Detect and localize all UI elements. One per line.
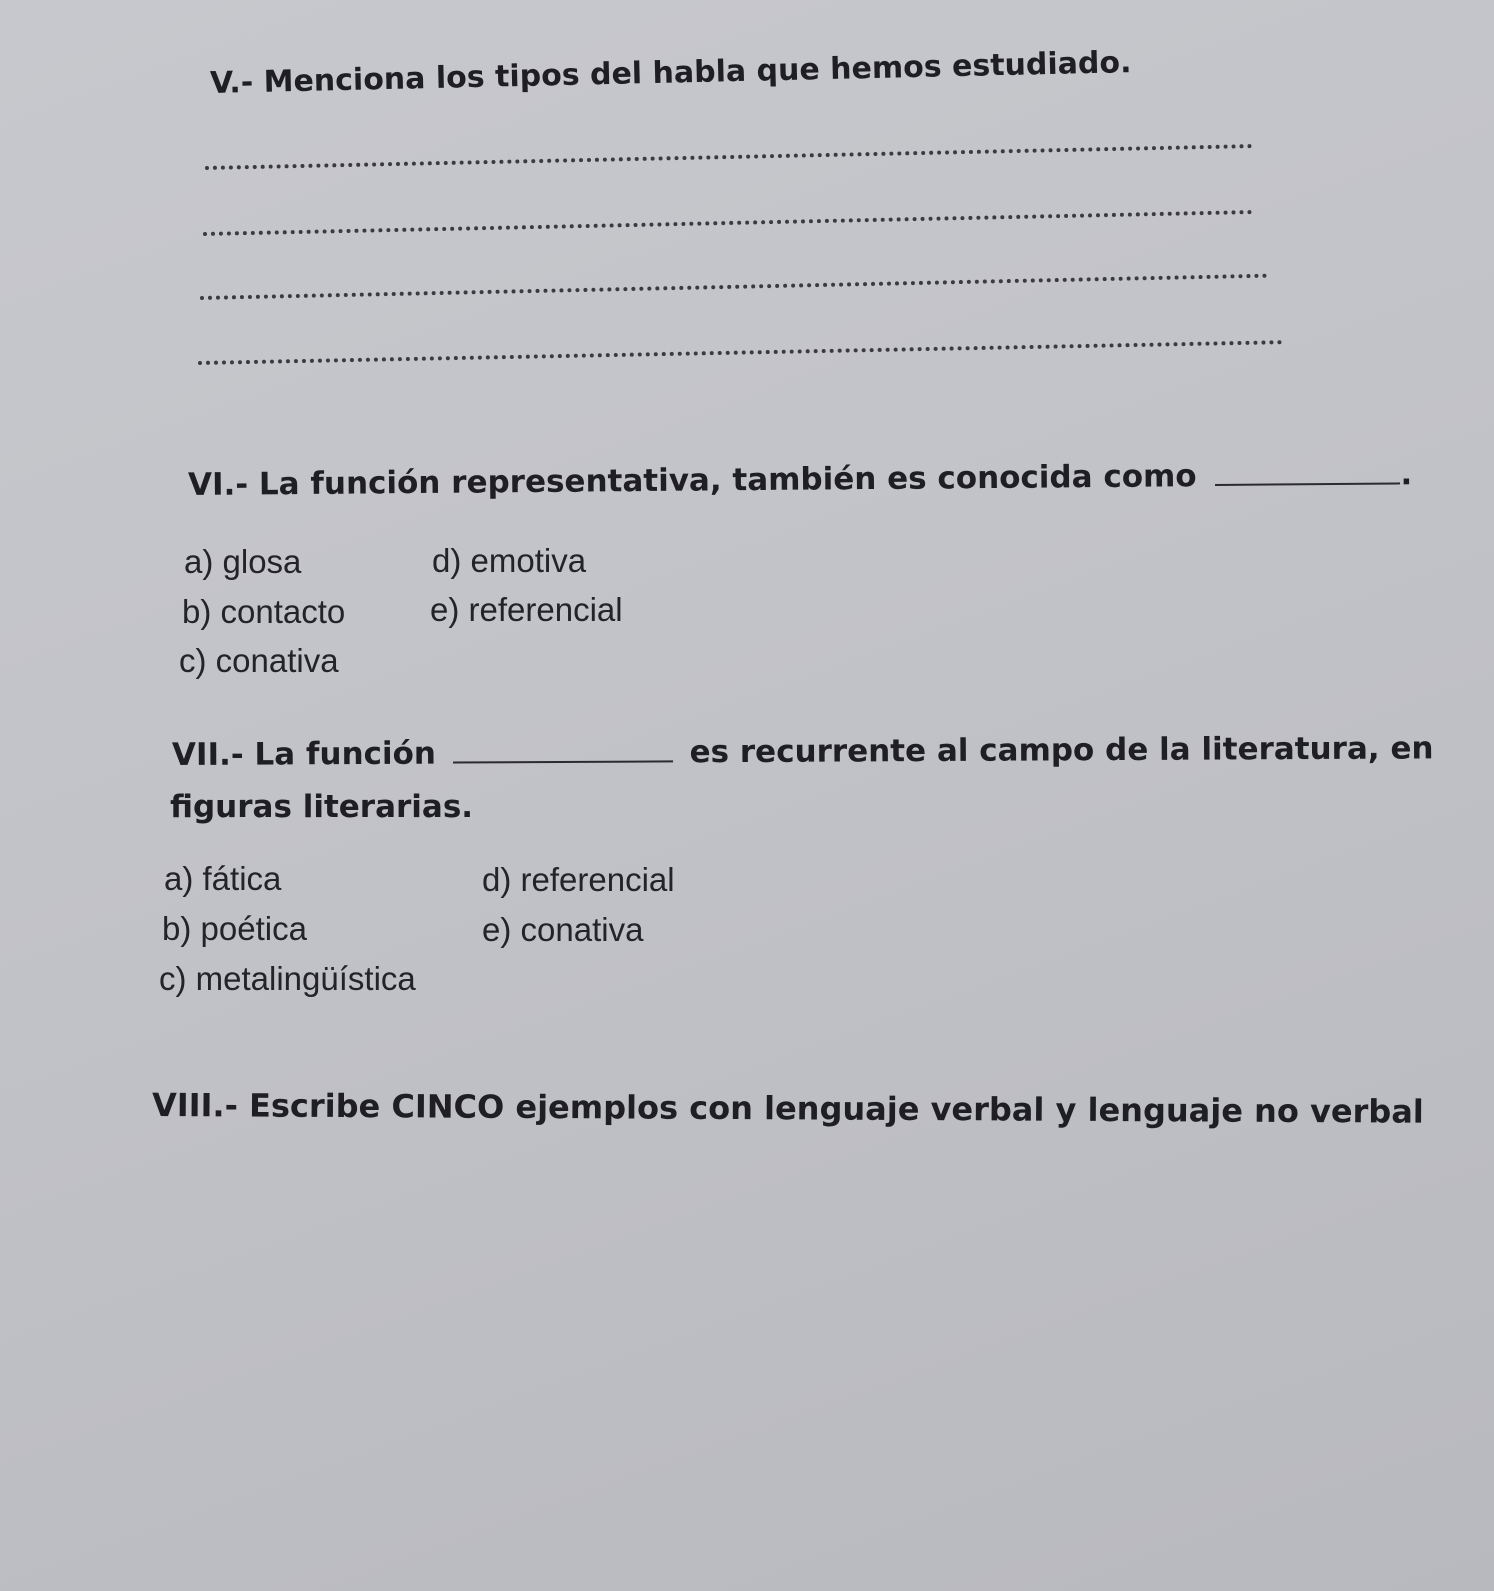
option-vii-e[interactable]: e) conativa — [482, 911, 644, 948]
section-viii-title: VIII.- Escribe CINCO ejemplos con lenguaje verbal y lenguaje no verbal — [151, 1086, 1424, 1131]
option-vii-a[interactable]: a) fática — [164, 860, 282, 897]
option-vi-c[interactable]: c) conativa — [179, 642, 339, 679]
section-vi-question — [188, 456, 1413, 503]
answer-line-4[interactable] — [198, 340, 1283, 365]
option-vi-a[interactable]: a) glosa — [184, 543, 302, 580]
section-vi-blank[interactable] — [1216, 482, 1401, 486]
option-vii-b[interactable]: b) poética — [162, 910, 307, 947]
option-vi-e[interactable]: e) referencial — [430, 591, 623, 628]
section-vii-question — [172, 730, 1434, 773]
option-vi-b[interactable]: b) contacto — [182, 593, 346, 630]
section-vii-text-end: es recurrente al campo de la literatura, en — [689, 730, 1434, 771]
answer-line-2[interactable] — [203, 210, 1253, 236]
section-v-title: V.- Menciona los tipos del habla que hemos estudiado. — [209, 45, 1132, 101]
option-vii-d[interactable]: d) referencial — [482, 861, 675, 898]
section-vi-text: VI.- La función representativa, también es conocida como — [187, 458, 1197, 503]
answer-line-1[interactable] — [205, 144, 1253, 170]
option-vi-d[interactable]: d) emotiva — [432, 542, 587, 579]
section-vii-text-start: VII.- La función — [171, 735, 437, 773]
option-vii-c[interactable]: c) metalingüística — [159, 960, 416, 997]
answer-line-3[interactable] — [200, 274, 1268, 300]
section-vii-question-line2: figuras literarias. — [170, 789, 474, 825]
section-vi-period: . — [1400, 456, 1413, 493]
section-vii-blank[interactable] — [453, 760, 673, 763]
